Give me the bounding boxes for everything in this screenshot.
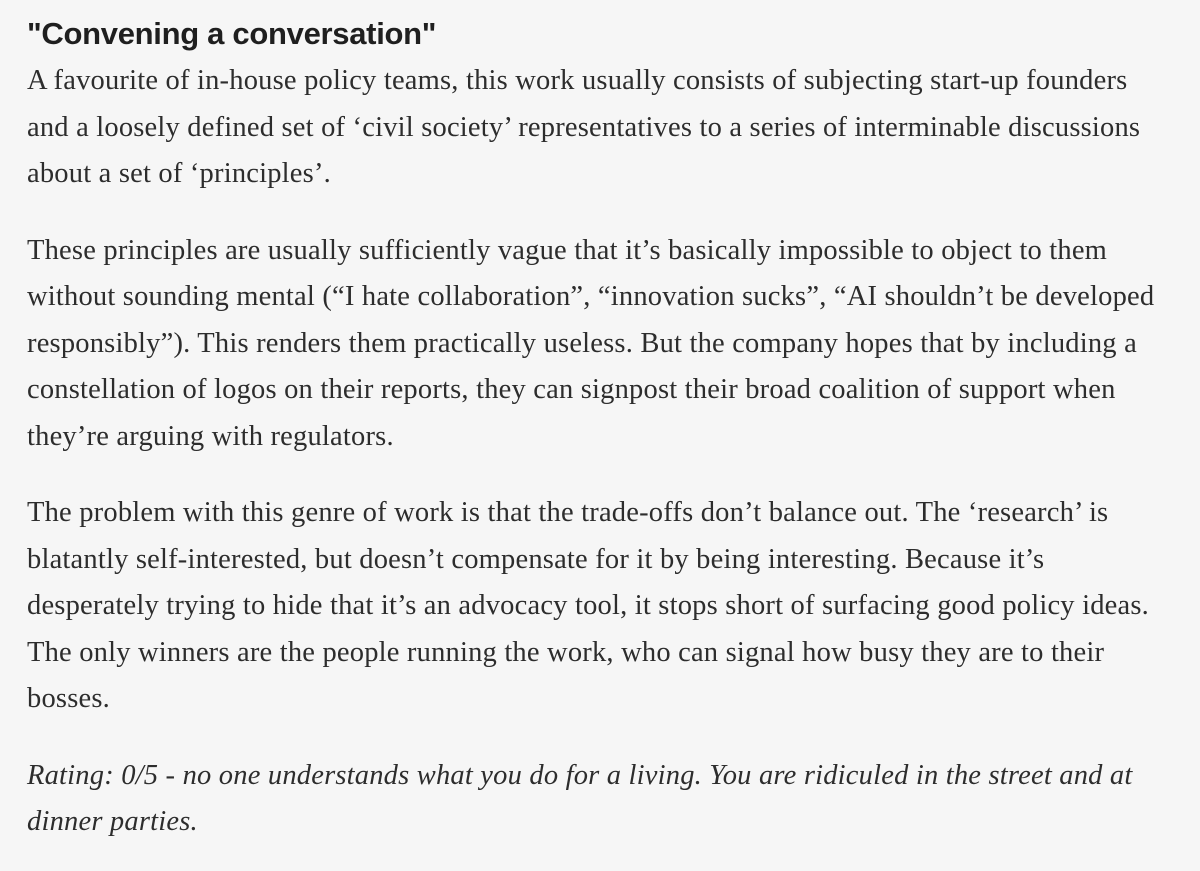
paragraph-2: These principles are usually sufficiently vague that it’s basically impossible to object to them without sounding mental (“I hate collaboration”, “innovation sucks”, “AI shouldn’t be developed responsibly”). This renders them practically useless. But the company hopes that by including a constellation of logos on their reports, they can signpost their broad coalition of support when they’re arguing with regulators. — [27, 234, 1155, 452]
paragraph-3: The problem with this genre of work is that the trade-offs don’t balance out. The ‘research’ is blatantly self-interested, but doesn’t compensate for it by being interesting. Because it’s desperately trying to hide that it’s an advocacy tool, it stops short of surfacing good policy ideas. The only winners are the people running the work, who can signal how busy they are to their bosses. — [27, 497, 1149, 714]
rating-text: Rating: 0/5 - no one understands what you do for a living. You are ridiculed in the street and at dinner parties. — [27, 759, 1133, 837]
section-heading: "Convening a conversation" — [27, 16, 437, 51]
paragraph-1: A favourite of in-house policy teams, this work usually consists of subjecting start-up founders and a loosely defined set of ‘civil society’ representatives to a series of interminable discussions about a set of ‘principles’. — [27, 65, 1141, 189]
